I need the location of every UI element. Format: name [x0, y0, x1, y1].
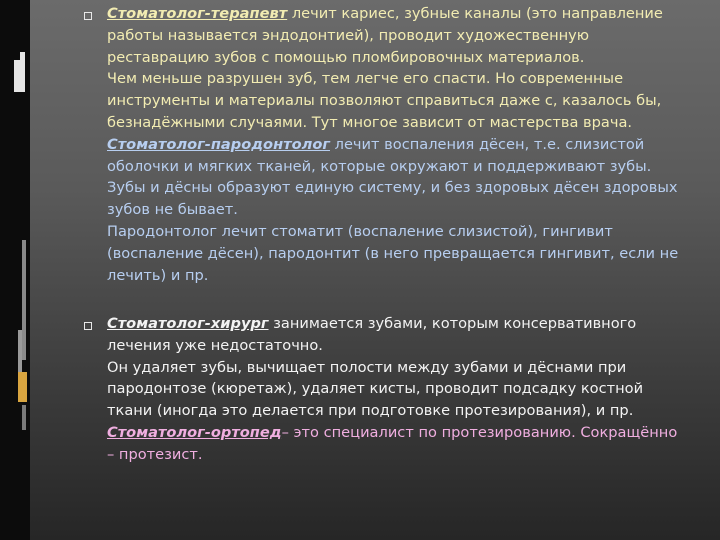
- term-orthopedist: Стоматолог-ортопед: [107, 423, 282, 441]
- deco-bar-white-2: [14, 60, 25, 92]
- orthopedist-paragraph: [107, 422, 682, 466]
- left-decoration-strip: [0, 0, 30, 540]
- periodontist-text: лечит воспаления дёсен, т.е. слизистой оболочки и мягких тканей, которые окружают и поддерживают зубы. Зубы и дёсны образуют единую систему, и без здоровых дёсен здоровых зубов не бывает.: [107, 135, 678, 219]
- bullet-marker-1: [84, 12, 92, 20]
- deco-bar-gray-1: [22, 240, 26, 360]
- bullet-text-block-2: [107, 313, 682, 466]
- term-periodontist: Стоматолог-пародонтолог: [107, 135, 330, 153]
- bullet-text-block-1: [107, 3, 682, 286]
- therapist-paragraph: [107, 3, 682, 68]
- term-surgeon: Стоматолог-хирург: [107, 315, 269, 332]
- surgeon-paragraph: [107, 313, 682, 357]
- orthopedist-text: – это специалист по протезированию. Сокращённо – протезист.: [107, 423, 678, 463]
- therapist-note: Чем меньше разрушен зуб, тем легче его спасти. Но современные инструменты и материалы позволяют справиться даже с, казалось бы, безнадёжными случаями. Тут многое зависит от мастерства врача.: [107, 70, 662, 131]
- periodontist-note: Пародонтолог лечит стоматит (воспаление слизистой), гингивит (воспаление дёсен), пародонтит (в него превращается гингивит, если не лечить) и пр.: [107, 222, 679, 284]
- surgeon-text: занимается зубами, которым консервативного лечения уже недостаточно.: [107, 315, 637, 354]
- therapist-text: лечит кариес, зубные каналы (это направление работы называется эндодонтией), проводит художественную реставрацию зубов с помощью пломбировочных материалов.: [107, 5, 663, 66]
- surgeon-note: Он удаляет зубы, вычищает полости между зубами и дёснами при пародонтозе (кюретаж), удаляет кисты, проводит подсадку костной ткани (иногда это делается при подготовке протезирования), и пр.: [107, 358, 644, 420]
- deco-bar-gray-3: [22, 405, 26, 430]
- periodontist-paragraph: [107, 134, 682, 221]
- term-therapist: Стоматолог-терапевт: [107, 5, 288, 22]
- deco-bar-orange: [18, 372, 27, 402]
- bullet-marker-2: [84, 322, 92, 330]
